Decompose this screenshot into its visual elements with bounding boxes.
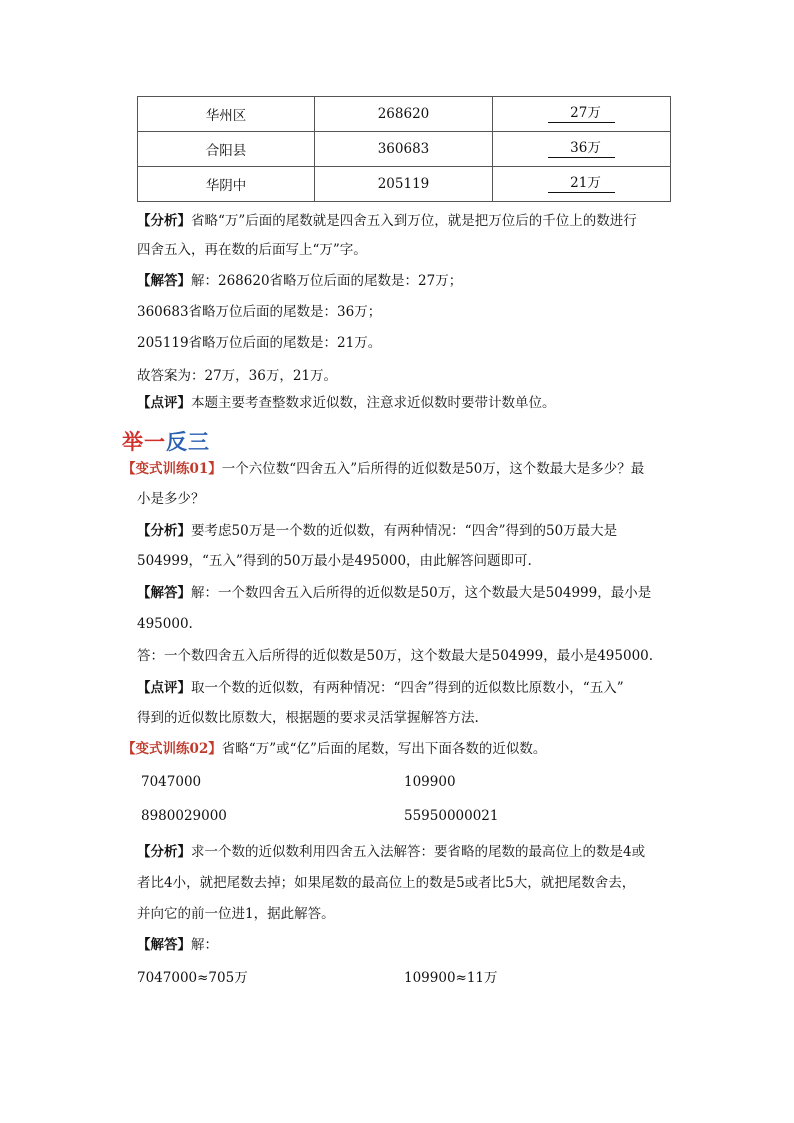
- exercise-2-text: 省略“万”或“亿”后面的尾数，写出下面各数的近似数。: [221, 741, 547, 757]
- number-item: 8980029000: [141, 808, 227, 824]
- table-cell-answer: [493, 97, 671, 132]
- result-item: 7047000≈705万: [137, 970, 248, 986]
- answer-underline: 36万: [548, 140, 615, 158]
- number-item: 55950000021: [404, 808, 499, 824]
- answer-underline: 21万: [548, 175, 615, 193]
- analysis-text: 省略“万”后面的尾数就是四舍五入到万位，就是把万位后的千位上的数进行: [191, 213, 637, 229]
- number-item: 7047000: [141, 774, 202, 790]
- solution-text: 解：268620省略万位后面的尾数是：27万；: [191, 273, 463, 289]
- solution-line: [137, 935, 218, 955]
- table-row: [138, 167, 671, 202]
- table-cell-name: 华阴中: [138, 167, 315, 202]
- analysis-text: 求一个数的近似数利用四舍五入法解答：要省略的尾数的最高位上的数是4或: [191, 844, 646, 860]
- comment-text: 本题主要考查整数求近似数，注意求近似数时要带计数单位。: [191, 395, 556, 411]
- solution-label: 【解答】: [137, 937, 191, 953]
- exercise-2-question: [122, 739, 546, 759]
- table-cell-answer: [493, 167, 671, 202]
- analysis-text: 要考虑50万是一个数的近似数，有两种情况：“四舍”得到的50万最大是: [191, 523, 618, 539]
- analysis-line: [137, 211, 637, 231]
- analysis-text-continued: 四舍五入，再在数的后面写上“万”字。: [137, 242, 367, 258]
- analysis-line: [137, 521, 617, 541]
- answer-line: 故答案为：27万，36万，21万。: [137, 368, 338, 384]
- result-item: 109900≈11万: [404, 970, 498, 986]
- table-cell-name: 华州区: [138, 97, 315, 132]
- solution-line: [137, 271, 462, 291]
- analysis-text-continued: 者比4小，就把尾数去掉；如果尾数的最高位上的数是5或者比5大，就把尾数舍去，: [137, 875, 636, 891]
- exercise-2-label: 【变式训练02】: [122, 741, 222, 757]
- table-cell-value: 360683: [315, 132, 493, 167]
- comment-text-continued: 得到的近似数比原数大，根据题的要求灵活掌握解答方法.: [137, 710, 479, 726]
- solution-label: 【解答】: [137, 273, 191, 289]
- answer-line: 答：一个数四舍五入后所得的近似数是50万，这个数最大是504999，最小是495000.: [137, 648, 654, 664]
- section-brand-logo: [122, 426, 210, 456]
- table-cell-value: 268620: [315, 97, 493, 132]
- solution-label: 【解答】: [137, 585, 191, 601]
- analysis-text-continued: 并向它的前一位进1，据此解答。: [137, 906, 335, 922]
- table-row: [138, 132, 671, 167]
- analysis-label: 【分析】: [137, 213, 191, 229]
- comment-line: [137, 393, 556, 413]
- analysis-line: [137, 842, 645, 862]
- answer-underline: 27万: [548, 105, 615, 123]
- table-cell-name: 合阳县: [138, 132, 315, 167]
- analysis-label: 【分析】: [137, 844, 191, 860]
- brand-part-2: 反三: [166, 430, 210, 454]
- analysis-label: 【分析】: [137, 523, 191, 539]
- exercise-1-label: 【变式训练01】: [122, 461, 222, 477]
- comment-label: 【点评】: [137, 680, 191, 696]
- table-cell-value: 205119: [315, 167, 493, 202]
- comment-label: 【点评】: [137, 395, 191, 411]
- comment-text: 取一个数的近似数，有两种情况：“四舍”得到的近似数比原数小，“五入”: [191, 680, 624, 696]
- solution-line: [137, 583, 651, 603]
- exercise-1-text: 一个六位数“四舍五入”后所得的近似数是50万，这个数最大是多少？最: [221, 461, 645, 477]
- exercise-1-question: [122, 459, 644, 479]
- table-row: [138, 97, 671, 132]
- rounding-table: [137, 96, 671, 202]
- analysis-text-continued: 504999，“五入”得到的50万最小是495000，由此解答问题即可.: [137, 553, 532, 569]
- solution-text: 解：: [191, 937, 218, 953]
- solution-text-continued: 495000.: [137, 616, 193, 632]
- solution-text-line: 360683省略万位后面的尾数是：36万；: [137, 304, 382, 320]
- comment-line: [137, 678, 624, 698]
- brand-part-1: 举一: [122, 430, 166, 454]
- number-item: 109900: [404, 774, 456, 790]
- table-cell-answer: [493, 132, 671, 167]
- solution-text-line: 205119省略万位后面的尾数是：21万。: [137, 335, 382, 351]
- exercise-1-question-continued: 小是多少？: [137, 491, 205, 507]
- solution-text: 解：一个数四舍五入后所得的近似数是50万，这个数最大是504999，最小是: [191, 585, 652, 601]
